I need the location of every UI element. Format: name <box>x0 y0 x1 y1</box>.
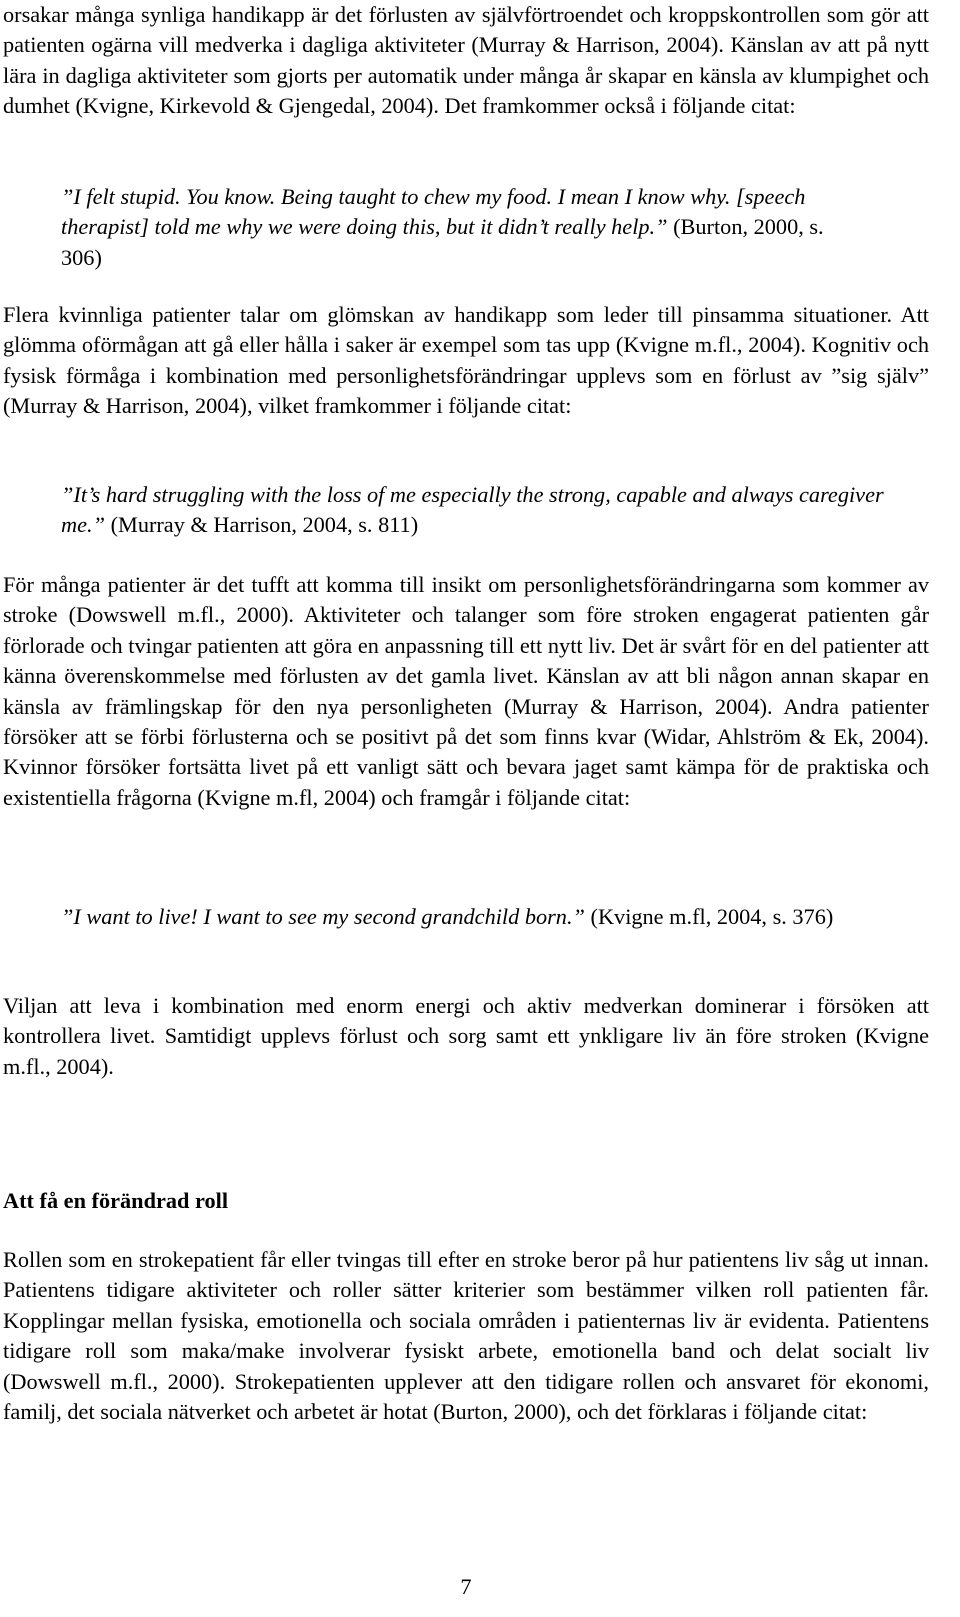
paragraph-1: orsakar många synliga handikapp är det förlusten av självförtroendet och kroppskontrollen som gör att patienten ogärna vill medverka i dagliga aktiviteter (Murray & Harrison, 2004). Känslan av att på nytt lära in dagliga aktiviteter som gjorts per automatik under många år skapar en känsla av klumpighet och dumhet (Kvigne, Kirkevold & Gjengedal, 2004). Det framkommer också i följande citat: <box>3 2 929 119</box>
quote-3-text: ”I want to live! I want to see my second grandchild born.” <box>61 904 585 929</box>
quote-1-text: ”I felt stupid. You know. Being taught to chew my food. I mean I know why. [speech therapist] told me why we were doing this, but it didn’t really help.” <box>61 184 806 240</box>
quote-2-citation: (Murray & Harrison, 2004, s. 811) <box>110 512 419 538</box>
section-heading: Att få en förändrad roll <box>3 1188 229 1213</box>
quote-2-text: ”It’s hard struggling with the loss of me especially the strong, capable and always caregiver me.” <box>61 482 884 538</box>
quote-3 <box>61 902 881 932</box>
page-number: 7 <box>460 1574 472 1599</box>
paragraph-2: Flera kvinnliga patienter talar om glömskan av handikapp som leder till pinsamma situationer. Att glömma oförmågan att gå eller hålla i saker är exempel som tas upp (Kvigne m.fl., 2004). Kognitiv och fysisk förmåga i kombination med personlighetsförändringar upplevs som en förlust av ”sig själv” (Murray & Harrison, 2004), vilket framkommer i följande citat: <box>3 302 929 419</box>
quote-1 <box>61 182 861 273</box>
quote-1-citation: (Burton, 2000, s. 306) <box>61 214 824 270</box>
paragraph-5: Rollen som en strokepatient får eller tvingas till efter en stroke beror på hur patientens liv såg ut innan. Patientens tidigare aktiviteter och roller sätter kriterier som bestämmer vilken roll patienten får. Kopplingar mellan fysiska, emotionella och sociala områden i patienternas liv är evidenta. Patientens tidigare roll som maka/make involverar fysiskt arbete, emotionella band och delat socialt liv (Dowswell m.fl., 2000). Strokepatienten upplever att den tidigare rollen och ansvaret för ekonomi, familj, det sociala nätverket och arbetet är hotat (Burton, 2000), och det förklaras i följande citat: <box>3 1247 929 1425</box>
quote-2 <box>61 480 891 541</box>
paragraph-4: Viljan att leva i kombination med enorm energi och aktiv medverkan dominerar i försöken att kontrollera livet. Samtidigt upplevs förlust och sorg samt ett ynkligare liv än före stroken (Kvigne m.fl., 2004). <box>3 993 929 1079</box>
paragraph-3: För många patienter är det tufft att komma till insikt om personlighetsförändringarna som kommer av stroke (Dowswell m.fl., 2000). Aktiviteter och talanger som före stroken engagerat patienten går förlorade och tvingar patienten att göra en anpassning till ett nytt liv. Det är svårt för en del patienter att känna överenskommelse med förlusten av det gamla livet. Känslan av att bli någon annan skapar en känsla av främlingskap för den nya personligheten (Murray & Harrison, 2004). Andra patienter försöker att se förbi förlusterna och se positivt på det som finns kvar (Widar, Ahlström & Ek, 2004). Kvinnor försöker fortsätta livet på ett vanligt sätt och bevara jaget samt kämpa för de praktiska och existentiella frågorna (Kvigne m.fl, 2004) och framgår i följande citat: <box>3 572 929 810</box>
quote-3-citation: (Kvigne m.fl, 2004, s. 376) <box>590 904 834 929</box>
